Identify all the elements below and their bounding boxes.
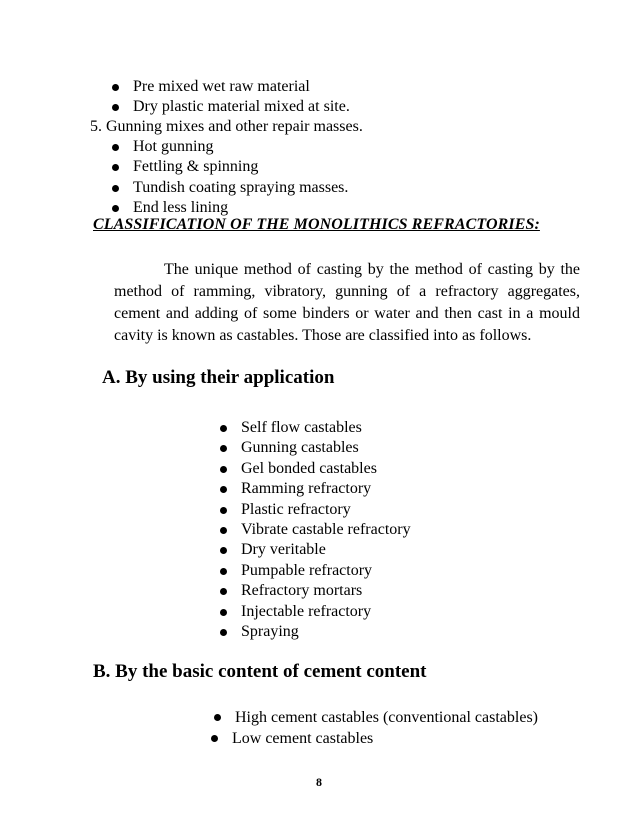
bullet-icon <box>220 588 227 595</box>
list-item: Spraying <box>241 622 411 642</box>
list-item: Gel bonded castables <box>241 459 411 479</box>
section-a-heading: A. By using their application <box>102 367 335 388</box>
list-item: Vibrate castable refractory <box>241 520 411 540</box>
list-item: Self flow castables <box>241 418 411 438</box>
bullet-icon <box>220 568 227 575</box>
bullet-icon <box>220 466 227 473</box>
bullet-icon <box>220 425 227 432</box>
list-item: Injectable refractory <box>241 602 411 622</box>
list-item: Plastic refractory <box>241 500 411 520</box>
intro-paragraph: The unique method of casting by the method of casting by the method of ramming, vibratory, gunning of a refractory aggregates, cement and adding of some binders or water and then cast in a mould cavity is known as castables. Those are classified into as follows. <box>114 261 580 344</box>
page-number: 8 <box>316 775 322 789</box>
list-item: High cement castables (conventional castables) <box>235 707 538 728</box>
bullet-icon <box>112 205 119 212</box>
list-item: Pre mixed wet raw material <box>133 77 350 97</box>
bullet-icon <box>220 486 227 493</box>
bullet-icon <box>220 547 227 554</box>
section-b-list <box>232 707 538 749</box>
bullet-icon <box>220 445 227 452</box>
bullet-icon <box>214 714 221 721</box>
list-item: Gunning castables <box>241 438 411 458</box>
bullet-icon <box>112 104 119 111</box>
list-item: Dry veritable <box>241 540 411 560</box>
list-item: Hot gunning <box>133 137 348 157</box>
list-item: Dry plastic material mixed at site. <box>133 97 350 117</box>
list-item: Low cement castables <box>232 728 535 749</box>
classification-heading: CLASSIFICATION OF THE MONOLITHICS REFRACTORIES: <box>93 216 540 233</box>
bullet-icon <box>112 164 119 171</box>
list-item: Fettling & spinning <box>133 157 348 177</box>
list-item: End less lining <box>133 198 348 218</box>
list-item: Tundish coating spraying masses. <box>133 178 348 198</box>
bullet-icon <box>220 527 227 534</box>
bullet-icon <box>112 185 119 192</box>
bullet-icon <box>211 735 218 742</box>
intro-bullet-list-2 <box>133 137 348 219</box>
bullet-icon <box>112 144 119 151</box>
bullet-icon <box>220 629 227 636</box>
bullet-icon <box>112 84 119 91</box>
section-a-list <box>241 418 411 642</box>
numbered-item-5: 5. Gunning mixes and other repair masses. <box>90 118 363 135</box>
list-item: Pumpable refractory <box>241 561 411 581</box>
list-item: Refractory mortars <box>241 581 411 601</box>
intro-bullet-list-1 <box>133 77 350 118</box>
bullet-icon <box>220 609 227 616</box>
list-item: Ramming refractory <box>241 479 411 499</box>
section-b-heading: B. By the basic content of cement content <box>93 661 427 682</box>
bullet-icon <box>220 507 227 514</box>
